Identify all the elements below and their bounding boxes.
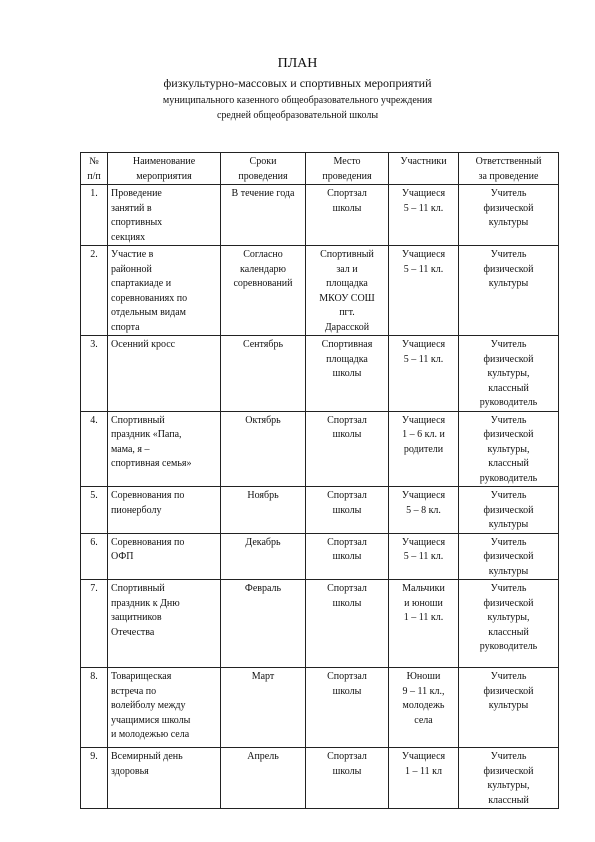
event-responsible-line: культуры,	[487, 780, 530, 791]
event-name-line: волейболу между	[111, 700, 186, 711]
header-responsible: Ответственный за проведение	[459, 153, 559, 185]
event-responsible-line: руководитель	[479, 472, 538, 484]
table-row	[81, 336, 559, 412]
row-number-cell	[81, 748, 108, 809]
event-place-line: Спортивный	[320, 249, 374, 260]
event-participants-line: 1 – 6 кл. и	[402, 429, 445, 440]
event-place-cell	[306, 580, 389, 668]
event-name-line: Проведение	[111, 188, 162, 199]
event-responsible-line: культуры	[488, 700, 529, 711]
event-participants-cell	[389, 411, 459, 487]
event-responsible-cell	[459, 668, 559, 748]
event-responsible-line: Учитель	[490, 536, 527, 548]
event-place-cell	[306, 185, 389, 246]
event-participants-cell	[389, 185, 459, 246]
event-term-line: Март	[251, 671, 275, 682]
event-place-line: школы	[332, 685, 362, 697]
event-place-line: школы	[332, 368, 362, 379]
event-responsible-line: Учитель	[490, 249, 527, 260]
table-row	[81, 533, 559, 580]
event-responsible-cell	[459, 580, 559, 668]
event-place-line: Дарасской	[324, 321, 370, 333]
row-number-cell	[81, 411, 108, 487]
event-name-line: мама, я –	[111, 443, 150, 455]
row-number-cell	[81, 533, 108, 580]
event-responsible-line: классный	[488, 794, 529, 806]
event-name-line: встреча по	[111, 685, 157, 697]
row-number-line: 3.	[90, 339, 98, 350]
event-responsible-line: руководитель	[479, 397, 538, 408]
event-name-line: отдельным видам	[111, 307, 187, 318]
row-number-line: 7.	[90, 583, 98, 594]
event-place-cell	[306, 411, 389, 487]
event-responsible-cell	[459, 246, 559, 336]
event-responsible-line: физической	[483, 202, 534, 214]
event-place-cell	[306, 668, 389, 748]
event-name-cell	[108, 411, 221, 487]
table-row	[81, 487, 559, 534]
event-name-line: соревнованиях по	[111, 292, 188, 304]
event-participants-line: и юноши	[404, 597, 443, 609]
event-responsible-line: культуры,	[487, 612, 530, 623]
event-participants-line: Учащиеся	[401, 414, 446, 426]
event-term-cell	[221, 748, 306, 809]
table-row	[81, 580, 559, 668]
event-responsible-cell	[459, 336, 559, 412]
event-place-line: Спортивная	[321, 339, 373, 350]
event-responsible-line: физической	[483, 685, 534, 697]
event-responsible-line: культуры	[488, 217, 529, 228]
event-responsible-cell	[459, 185, 559, 246]
event-responsible-line: физической	[483, 263, 534, 275]
event-name-cell	[108, 668, 221, 748]
event-name-line: ОФП	[111, 551, 134, 562]
table-row	[81, 748, 559, 809]
event-place-line: площадка	[326, 353, 368, 365]
event-place-line: Спортзал	[327, 188, 367, 199]
event-participants-cell	[389, 668, 459, 748]
event-responsible-line: руководитель	[479, 641, 538, 652]
event-name-line: Спортивный	[111, 414, 165, 426]
events-plan-table	[80, 152, 559, 809]
event-responsible-line: классный	[488, 458, 529, 469]
event-term-line: В течение года	[231, 188, 295, 199]
event-place-cell	[306, 748, 389, 809]
event-responsible-cell	[459, 748, 559, 809]
event-responsible-line: Учитель	[490, 339, 527, 350]
row-number-line: 1.	[90, 188, 98, 199]
event-name-cell	[108, 487, 221, 534]
table-header-row	[81, 153, 559, 185]
event-participants-line: 9 – 11 кл.,	[402, 685, 445, 697]
event-responsible-line: культуры	[488, 278, 529, 289]
event-name-line: и молодежью села	[111, 729, 190, 740]
event-name-line: спорта	[111, 321, 140, 333]
event-name-cell	[108, 580, 221, 668]
row-number-cell	[81, 668, 108, 748]
event-place-line: школы	[332, 597, 362, 609]
table-row	[81, 668, 559, 748]
event-place-line: школы	[332, 765, 362, 777]
event-place-cell	[306, 533, 389, 580]
event-term-cell	[221, 336, 306, 412]
event-place-line: школы	[332, 551, 362, 562]
event-participants-line: 1 – 11 кл.	[403, 612, 444, 623]
event-responsible-line: классный	[488, 626, 529, 638]
event-name-line: праздник к Дню	[111, 597, 180, 609]
document-title: ПЛАН	[277, 56, 318, 71]
row-number-line: 4.	[90, 414, 98, 426]
event-responsible-line: Учитель	[490, 671, 527, 682]
event-responsible-line: культуры,	[487, 443, 530, 455]
event-name-line: Соревнования по	[111, 490, 185, 501]
event-participants-line: Юноши	[406, 671, 441, 682]
table-row	[81, 246, 559, 336]
document-subtitle: физкультурно-массовых и спортивных мероприятий	[163, 76, 432, 90]
event-responsible-line: Учитель	[490, 490, 527, 501]
event-term-cell	[221, 185, 306, 246]
event-participants-line: Учащиеся	[401, 751, 446, 762]
event-name-cell	[108, 748, 221, 809]
event-participants-line: Учащиеся	[401, 188, 446, 199]
row-number-line: 9.	[90, 751, 98, 762]
event-name-line: спортивная семья»	[111, 458, 192, 469]
header-participants: Участники	[389, 153, 459, 185]
event-place-line: площадка	[326, 278, 368, 289]
event-name-line: Отечества	[111, 626, 155, 638]
event-place-cell	[306, 246, 389, 336]
event-responsible-cell	[459, 487, 559, 534]
event-participants-line: села	[414, 714, 433, 726]
event-participants-line: Учащиеся	[401, 339, 446, 350]
event-name-line: Спортивный	[111, 583, 165, 594]
event-name-line: Всемирный день	[111, 751, 183, 762]
event-participants-line: Учащиеся	[401, 249, 446, 260]
event-place-line: Спортзал	[327, 414, 367, 426]
event-responsible-line: Учитель	[490, 583, 527, 594]
event-place-line: Спортзал	[327, 671, 367, 682]
event-term-line: Октябрь	[245, 414, 281, 426]
event-responsible-line: физической	[483, 765, 534, 777]
event-participants-cell	[389, 246, 459, 336]
event-place-line: Спортзал	[327, 583, 367, 594]
event-responsible-line: классный	[488, 382, 529, 394]
event-term-cell	[221, 533, 306, 580]
event-term-line: Апрель	[247, 751, 279, 762]
row-number-cell	[81, 580, 108, 668]
event-term-cell	[221, 411, 306, 487]
event-participants-line: 5 – 11 кл.	[403, 353, 444, 365]
event-participants-line: молодежь	[402, 700, 445, 711]
event-place-line: Спортзал	[327, 751, 367, 762]
row-number-cell	[81, 246, 108, 336]
header-place: Место проведения	[306, 153, 389, 185]
institution-line-1: муниципального казенного общеобразовательного учреждения	[162, 95, 433, 106]
row-number-cell	[81, 185, 108, 246]
row-number-line: 5.	[90, 490, 98, 501]
event-participants-line: 5 – 8 кл.	[406, 504, 441, 516]
event-term-cell	[221, 580, 306, 668]
event-place-line: пгт.	[339, 307, 355, 318]
event-participants-line: Учащиеся	[401, 536, 446, 548]
event-place-cell	[306, 487, 389, 534]
event-participants-line: Мальчики	[402, 583, 445, 594]
header-event-name: Наименование мероприятия	[108, 153, 221, 185]
event-responsible-line: физической	[483, 504, 534, 516]
event-participants-line: 5 – 11 кл.	[403, 551, 444, 562]
event-participants-cell	[389, 533, 459, 580]
event-term-line: Сентябрь	[242, 339, 284, 350]
event-participants-cell	[389, 748, 459, 809]
event-responsible-line: культуры	[488, 519, 529, 530]
event-term-line: календарю	[239, 263, 286, 275]
table-row	[81, 185, 559, 246]
event-place-line: Спортзал	[327, 536, 367, 548]
event-term-cell	[221, 668, 306, 748]
event-participants-cell	[389, 487, 459, 534]
row-number-line: 8.	[90, 671, 98, 682]
event-responsible-line: физической	[483, 597, 534, 609]
event-responsible-line: физической	[483, 551, 534, 562]
event-name-line: районной	[111, 263, 152, 275]
event-participants-cell	[389, 580, 459, 668]
header-terms: Сроки проведения	[221, 153, 306, 185]
event-name-line: учащимися школы	[111, 714, 191, 726]
event-participants-line: 5 – 11 кл.	[403, 263, 444, 275]
event-name-line: занятий в	[111, 202, 152, 214]
event-responsible-line: физической	[483, 429, 534, 440]
event-place-line: школы	[332, 429, 362, 440]
event-name-line: пионерболу	[111, 504, 162, 516]
header-number: № п/п	[81, 153, 108, 185]
event-name-cell	[108, 185, 221, 246]
event-responsible-line: Учитель	[490, 751, 527, 762]
event-place-line: школы	[332, 504, 362, 516]
table-row	[81, 411, 559, 487]
row-number-cell	[81, 336, 108, 412]
event-responsible-cell	[459, 533, 559, 580]
event-term-cell	[221, 246, 306, 336]
event-term-line: Декабрь	[245, 536, 281, 548]
event-responsible-line: Учитель	[490, 414, 527, 426]
event-participants-line: 1 – 11 кл	[405, 765, 442, 777]
institution-line-2: средней общеобразовательной школы	[216, 110, 379, 121]
event-responsible-line: культуры,	[487, 368, 530, 379]
event-place-line: Спортзал	[327, 490, 367, 501]
event-name-line: Товарищеская	[111, 671, 172, 682]
event-name-line: Участие в	[111, 249, 154, 260]
event-name-line: спортивных	[111, 217, 163, 228]
event-responsible-line: Учитель	[490, 188, 527, 199]
event-participants-line: 5 – 11 кл.	[403, 202, 444, 214]
event-term-line: Согласно	[243, 249, 283, 260]
event-term-line: соревнований	[233, 278, 293, 289]
event-name-line: здоровья	[111, 765, 149, 777]
event-participants-line: Учащиеся	[401, 490, 446, 501]
event-term-line: Ноябрь	[247, 490, 279, 501]
event-name-cell	[108, 336, 221, 412]
event-term-line: Февраль	[244, 583, 282, 594]
event-place-cell	[306, 336, 389, 412]
event-term-cell	[221, 487, 306, 534]
event-participants-line: родители	[403, 443, 444, 455]
event-responsible-line: культуры	[488, 565, 529, 577]
row-number-line: 6.	[90, 536, 98, 548]
event-participants-cell	[389, 336, 459, 412]
event-name-line: Соревнования по	[111, 536, 185, 548]
event-place-line: МКОУ СОШ	[319, 292, 375, 304]
row-number-cell	[81, 487, 108, 534]
event-responsible-line: физической	[483, 353, 534, 365]
event-name-cell	[108, 246, 221, 336]
event-name-cell	[108, 533, 221, 580]
event-name-line: секциях	[111, 231, 146, 243]
event-name-line: спартакиаде и	[111, 278, 172, 289]
row-number-line: 2.	[90, 249, 98, 260]
event-name-line: праздник «Папа,	[111, 429, 182, 440]
event-place-line: зал и	[336, 263, 358, 275]
event-name-line: защитников	[111, 612, 162, 623]
event-place-line: школы	[332, 202, 362, 214]
event-name-line: Осенний кросс	[111, 339, 176, 350]
event-responsible-cell	[459, 411, 559, 487]
